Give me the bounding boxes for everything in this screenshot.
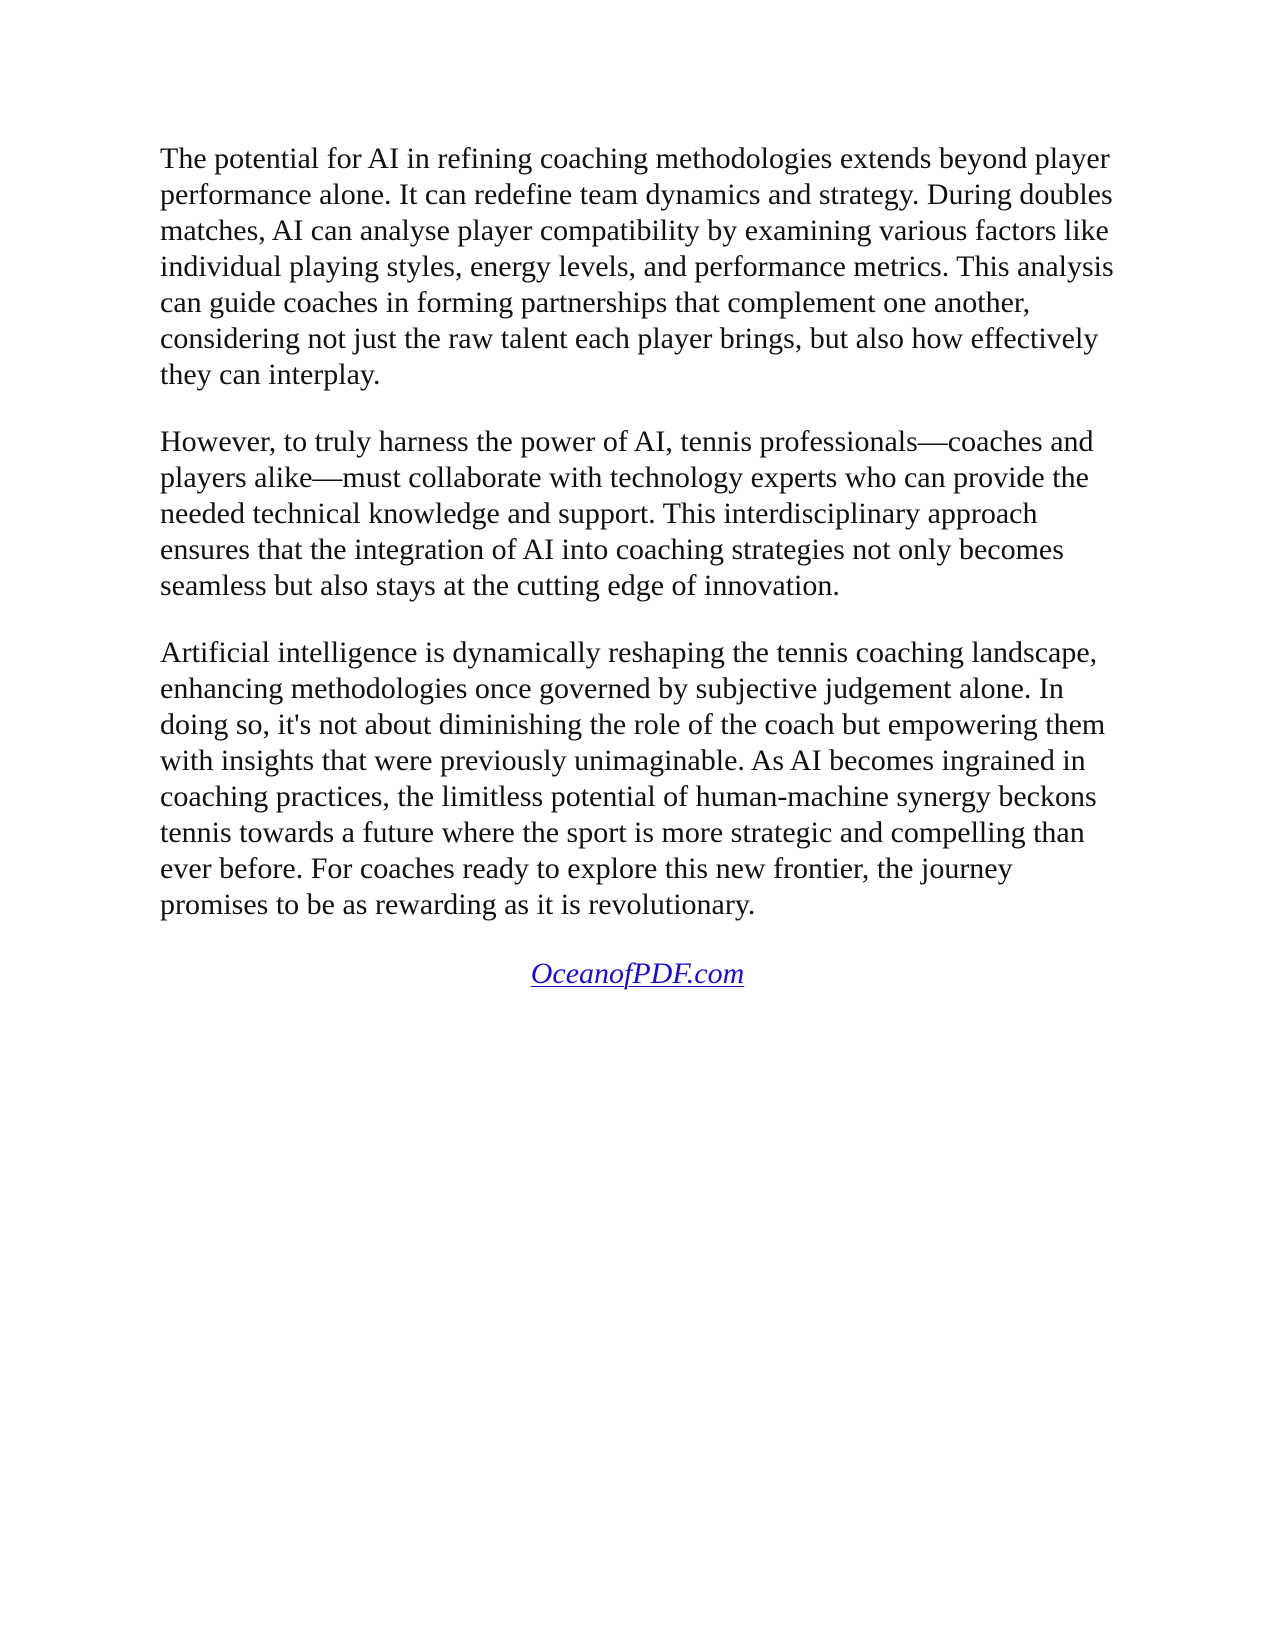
document-page (160, 141, 1120, 992)
body-paragraph-3: Artificial intelligence is dynamically reshaping the tennis coaching landscape, enhancing methodologies once governed by subjective judgement alone. In doing so, it's not about diminishing the role of the coach but empowering them with insights that were previously unimaginable. As AI becomes ingrained in coaching practices, the limitless potential of human-machine synergy beckons tennis towards a future where the sport is more strategic and compelling than ever before. For coaches ready to explore this new frontier, the journey promises to be as rewarding as it is revolutionary. (160, 636, 1106, 921)
body-paragraph-2: However, to truly harness the power of AI, tennis professionals—coaches and players alike—must collaborate with technology experts who can provide the needed technical knowledge and support. This interdisciplinary approach ensures that the integration of AI into coaching strategies not only becomes seamless but also stays at the cutting edge of innovation. (160, 425, 1094, 602)
source-link[interactable]: OceanofPDF.com (530, 957, 745, 990)
body-paragraph-1: The potential for AI in refining coaching methodologies extends beyond player performance alone. It can redefine team dynamics and strategy. During doubles matches, AI can analyse player compatibility by examining various factors like individual playing styles, energy levels, and performance metrics. This analysis can guide coaches in forming partnerships that complement one another, considering not just the raw talent each player brings, but also how effectively they can interplay. (160, 142, 1114, 391)
source-link-container (160, 956, 1115, 992)
